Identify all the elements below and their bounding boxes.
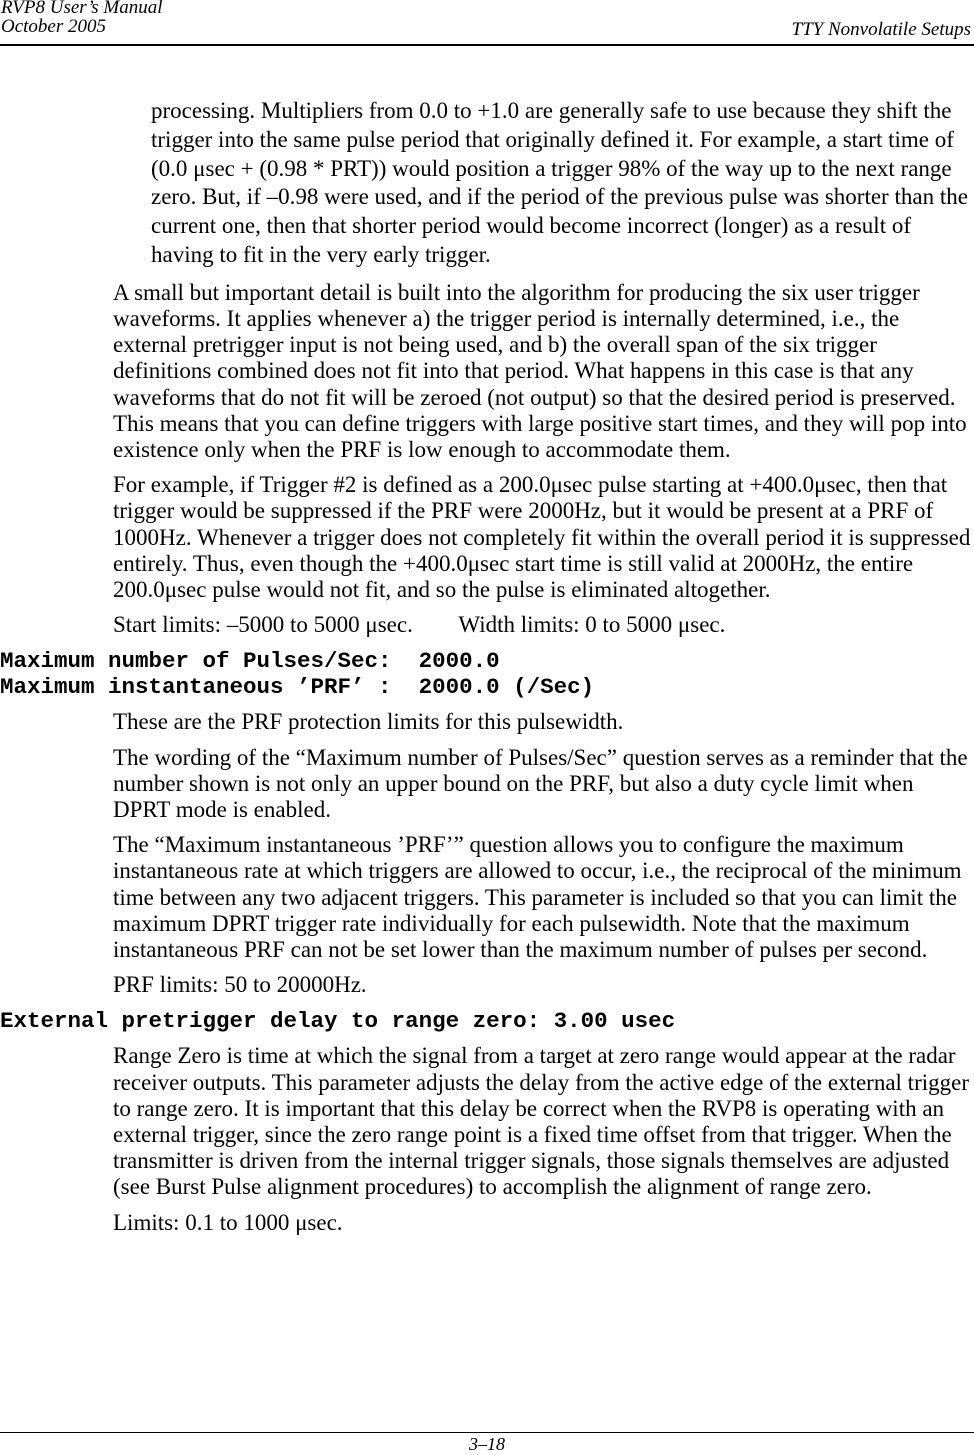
intro-paragraph: processing. Multipliers from 0.0 to +1.0 are generally safe to use because they shift the trigger into the same pulse period that originally defined it. For example, a start time of (0.0 μsec + (0.98 * PRT)) would position a trigger 98% of the way up to the next range zero. But, if –0.98 were used, and if the period of the previous pulse was shorter than the current one, then that shorter period would become incorrect (longer) as a result of having to fit in the very early trigger. [151, 98, 968, 267]
prf-prompt-line-2: Maximum instantaneous ’PRF’ : 2000.0 (/Sec) [0, 674, 595, 701]
paragraph-waveform-detail: A small but important detail is built into the algorithm for producing the six user trigger waveforms. It applies whenever a) the trigger period is internally determined, i.e., the external pretrigger input is not being used, and b) the overall span of the six trigger definitions combined does not fit into that period. What happens in this case is that any waveforms that do not fit will be zeroed (not output) so that the desired period is preserved. This means that you can define triggers with large positive start times, and they will pop into existence only when the PRF is low enough to accommodate them. [113, 279, 967, 462]
trigger-limits [113, 612, 974, 638]
header-rule [0, 44, 974, 46]
page-body [0, 97, 974, 1236]
paragraph-pulses-wording: The wording of the “Maximum number of Pulses/Sec” question serves as a reminder that the number shown is not only an upper bound on the PRF, but also a duty cycle limit when DPRT mode is enabled. [113, 744, 968, 823]
page-header [0, 0, 974, 46]
page-number: 3–18 [469, 1434, 505, 1454]
manual-title: RVP8 User’s Manual [1, 0, 163, 18]
section-title: TTY Nonvolatile Setups [791, 19, 971, 40]
prf-prompt [0, 648, 974, 700]
footer-rule [0, 1432, 974, 1433]
prf-prompt-line-1: Maximum number of Pulses/Sec: 2000.0 [0, 648, 500, 675]
header-left [1, 0, 163, 36]
delay-limits: Limits: 0.1 to 1000 μsec. [113, 1209, 343, 1235]
start-limits: Start limits: –5000 to 5000 μsec. [113, 612, 413, 638]
width-limits: Width limits: 0 to 5000 μsec. [458, 612, 726, 638]
delay-prompt: External pretrigger delay to range zero: 3.00 usec [0, 1008, 676, 1035]
manual-date: October 2005 [1, 16, 107, 37]
paragraph-prf-limits-intro: These are the PRF protection limits for this pulsewidth. [113, 709, 624, 735]
paragraph-instantaneous-prf: The “Maximum instantaneous ’PRF’” question allows you to configure the maximum instantaneous rate at which triggers are allowed to occur, i.e., the reciprocal of the minimum time between any two adjacent triggers. This parameter is included so that you can limit the maximum DPRT trigger rate individually for each pulsewidth. Note that the maximum instantaneous PRF can not be set lower than the maximum number of pulses per second. [113, 832, 962, 963]
paragraph-trigger-example: For example, if Trigger #2 is defined as a 200.0μsec pulse starting at +400.0μsec, then that trigger would be suppressed if the PRF were 2000Hz, but it would be present at a PRF of 1000Hz. Whenever a trigger does not completely fit within the overall period it is suppressed entirely. Thus, even though the +400.0μsec start time is still valid at 2000Hz, the entire 200.0μsec pulse would not fit, and so the pulse is eliminated altogether. [113, 472, 971, 603]
prf-limits: PRF limits: 50 to 20000Hz. [113, 972, 367, 998]
paragraph-range-zero: Range Zero is time at which the signal from a target at zero range would appear at the radar receiver outputs. This parameter adjusts the delay from the active edge of the external trigger to range zero. It is important that this delay be correct when the RVP8 is operating with an external trigger, since the zero range point is a fixed time offset from that trigger. When the transmitter is driven from the internal trigger signals, those signals themselves are adjusted (see Burst Pulse alignment procedures) to accomplish the alignment of range zero. [113, 1043, 969, 1200]
